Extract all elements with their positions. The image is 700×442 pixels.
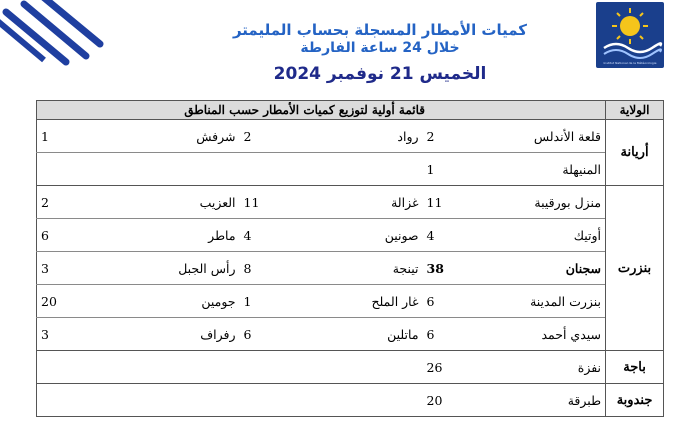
rainfall-value: 4 — [240, 219, 273, 252]
governorate-name: جندوبة — [606, 384, 664, 417]
rainfall-table — [36, 100, 664, 417]
rainfall-value: 11 — [423, 186, 456, 219]
station-name: سجنان — [456, 252, 606, 285]
title-line-1: كميات الأمطار المسجلة بحساب المليمتر — [232, 21, 528, 39]
governorate-column-header: الولاية — [606, 101, 664, 120]
station-name — [82, 384, 240, 417]
rainfall-value: 1 — [423, 153, 456, 186]
station-name: شرفش — [82, 120, 240, 153]
rainfall-value: 6 — [423, 285, 456, 318]
logo-caption: Institut National de la Météorologie — [603, 61, 657, 65]
table-row — [37, 153, 664, 186]
table-row — [37, 120, 664, 153]
station-name: بنزرت المدينة — [456, 285, 606, 318]
rainfall-value — [37, 351, 82, 384]
rainfall-value: 3 — [37, 318, 82, 351]
rainfall-value: 6 — [37, 219, 82, 252]
rainfall-value: 4 — [423, 219, 456, 252]
station-name: رفراف — [82, 318, 240, 351]
station-name — [82, 351, 240, 384]
rainfall-value: 26 — [423, 351, 456, 384]
station-name — [273, 351, 423, 384]
report-date: الخميس 21 نوفمبر 2024 — [273, 64, 487, 84]
rainfall-value — [37, 384, 82, 417]
governorate-name: باجة — [606, 351, 664, 384]
sun-wave-icon — [596, 2, 664, 68]
rainfall-value — [240, 153, 273, 186]
station-name: أوتيك — [456, 219, 606, 252]
rainfall-value: 6 — [240, 318, 273, 351]
rainfall-value: 2 — [423, 120, 456, 153]
station-name — [273, 384, 423, 417]
station-name — [82, 153, 240, 186]
table-row — [37, 252, 664, 285]
rainfall-value: 11 — [240, 186, 273, 219]
station-name: سيدي أحمد — [456, 318, 606, 351]
table-row — [37, 219, 664, 252]
title-line-2: خلال 24 ساعة الفارطة — [300, 40, 460, 56]
station-name: منزل بورقيبة — [456, 186, 606, 219]
rainfall-value: 1 — [37, 120, 82, 153]
station-name: رواد — [273, 120, 423, 153]
table-row — [37, 351, 664, 384]
rainfall-value — [37, 153, 82, 186]
table-row — [37, 384, 664, 417]
station-name: المنيهلة — [456, 153, 606, 186]
station-name: العزيب — [82, 186, 240, 219]
station-name: نفزة — [456, 351, 606, 384]
rainfall-value: 1 — [240, 285, 273, 318]
rainfall-value — [240, 351, 273, 384]
rainfall-value: 6 — [423, 318, 456, 351]
rainfall-value: 2 — [240, 120, 273, 153]
table-row — [37, 318, 664, 351]
rainfall-value — [240, 384, 273, 417]
institute-logo — [596, 2, 664, 68]
station-name: غار الملح — [273, 285, 423, 318]
rainfall-value: 3 — [37, 252, 82, 285]
station-name: قلعة الأندلس — [456, 120, 606, 153]
station-name: تينجة — [273, 252, 423, 285]
rainfall-value: 20 — [423, 384, 456, 417]
station-name: غزالة — [273, 186, 423, 219]
table-row — [37, 186, 664, 219]
station-name: ماتلين — [273, 318, 423, 351]
list-title: قائمة أولية لتوزيع كميات الأمطار حسب المناطق — [37, 101, 606, 120]
station-name: ماطر — [82, 219, 240, 252]
station-name: رأس الجبل — [82, 252, 240, 285]
station-name: صونين — [273, 219, 423, 252]
station-name: طبرقة — [456, 384, 606, 417]
rainfall-value: 38 — [423, 252, 456, 285]
station-name: جومين — [82, 285, 240, 318]
rainfall-value: 2 — [37, 186, 82, 219]
governorate-name: بنزرت — [606, 186, 664, 351]
governorate-name: أريانة — [606, 120, 664, 186]
table-row — [37, 285, 664, 318]
table-header — [37, 101, 664, 120]
station-name — [273, 153, 423, 186]
rainfall-value: 20 — [37, 285, 82, 318]
rainfall-value: 8 — [240, 252, 273, 285]
decorative-stripes — [0, 0, 120, 70]
